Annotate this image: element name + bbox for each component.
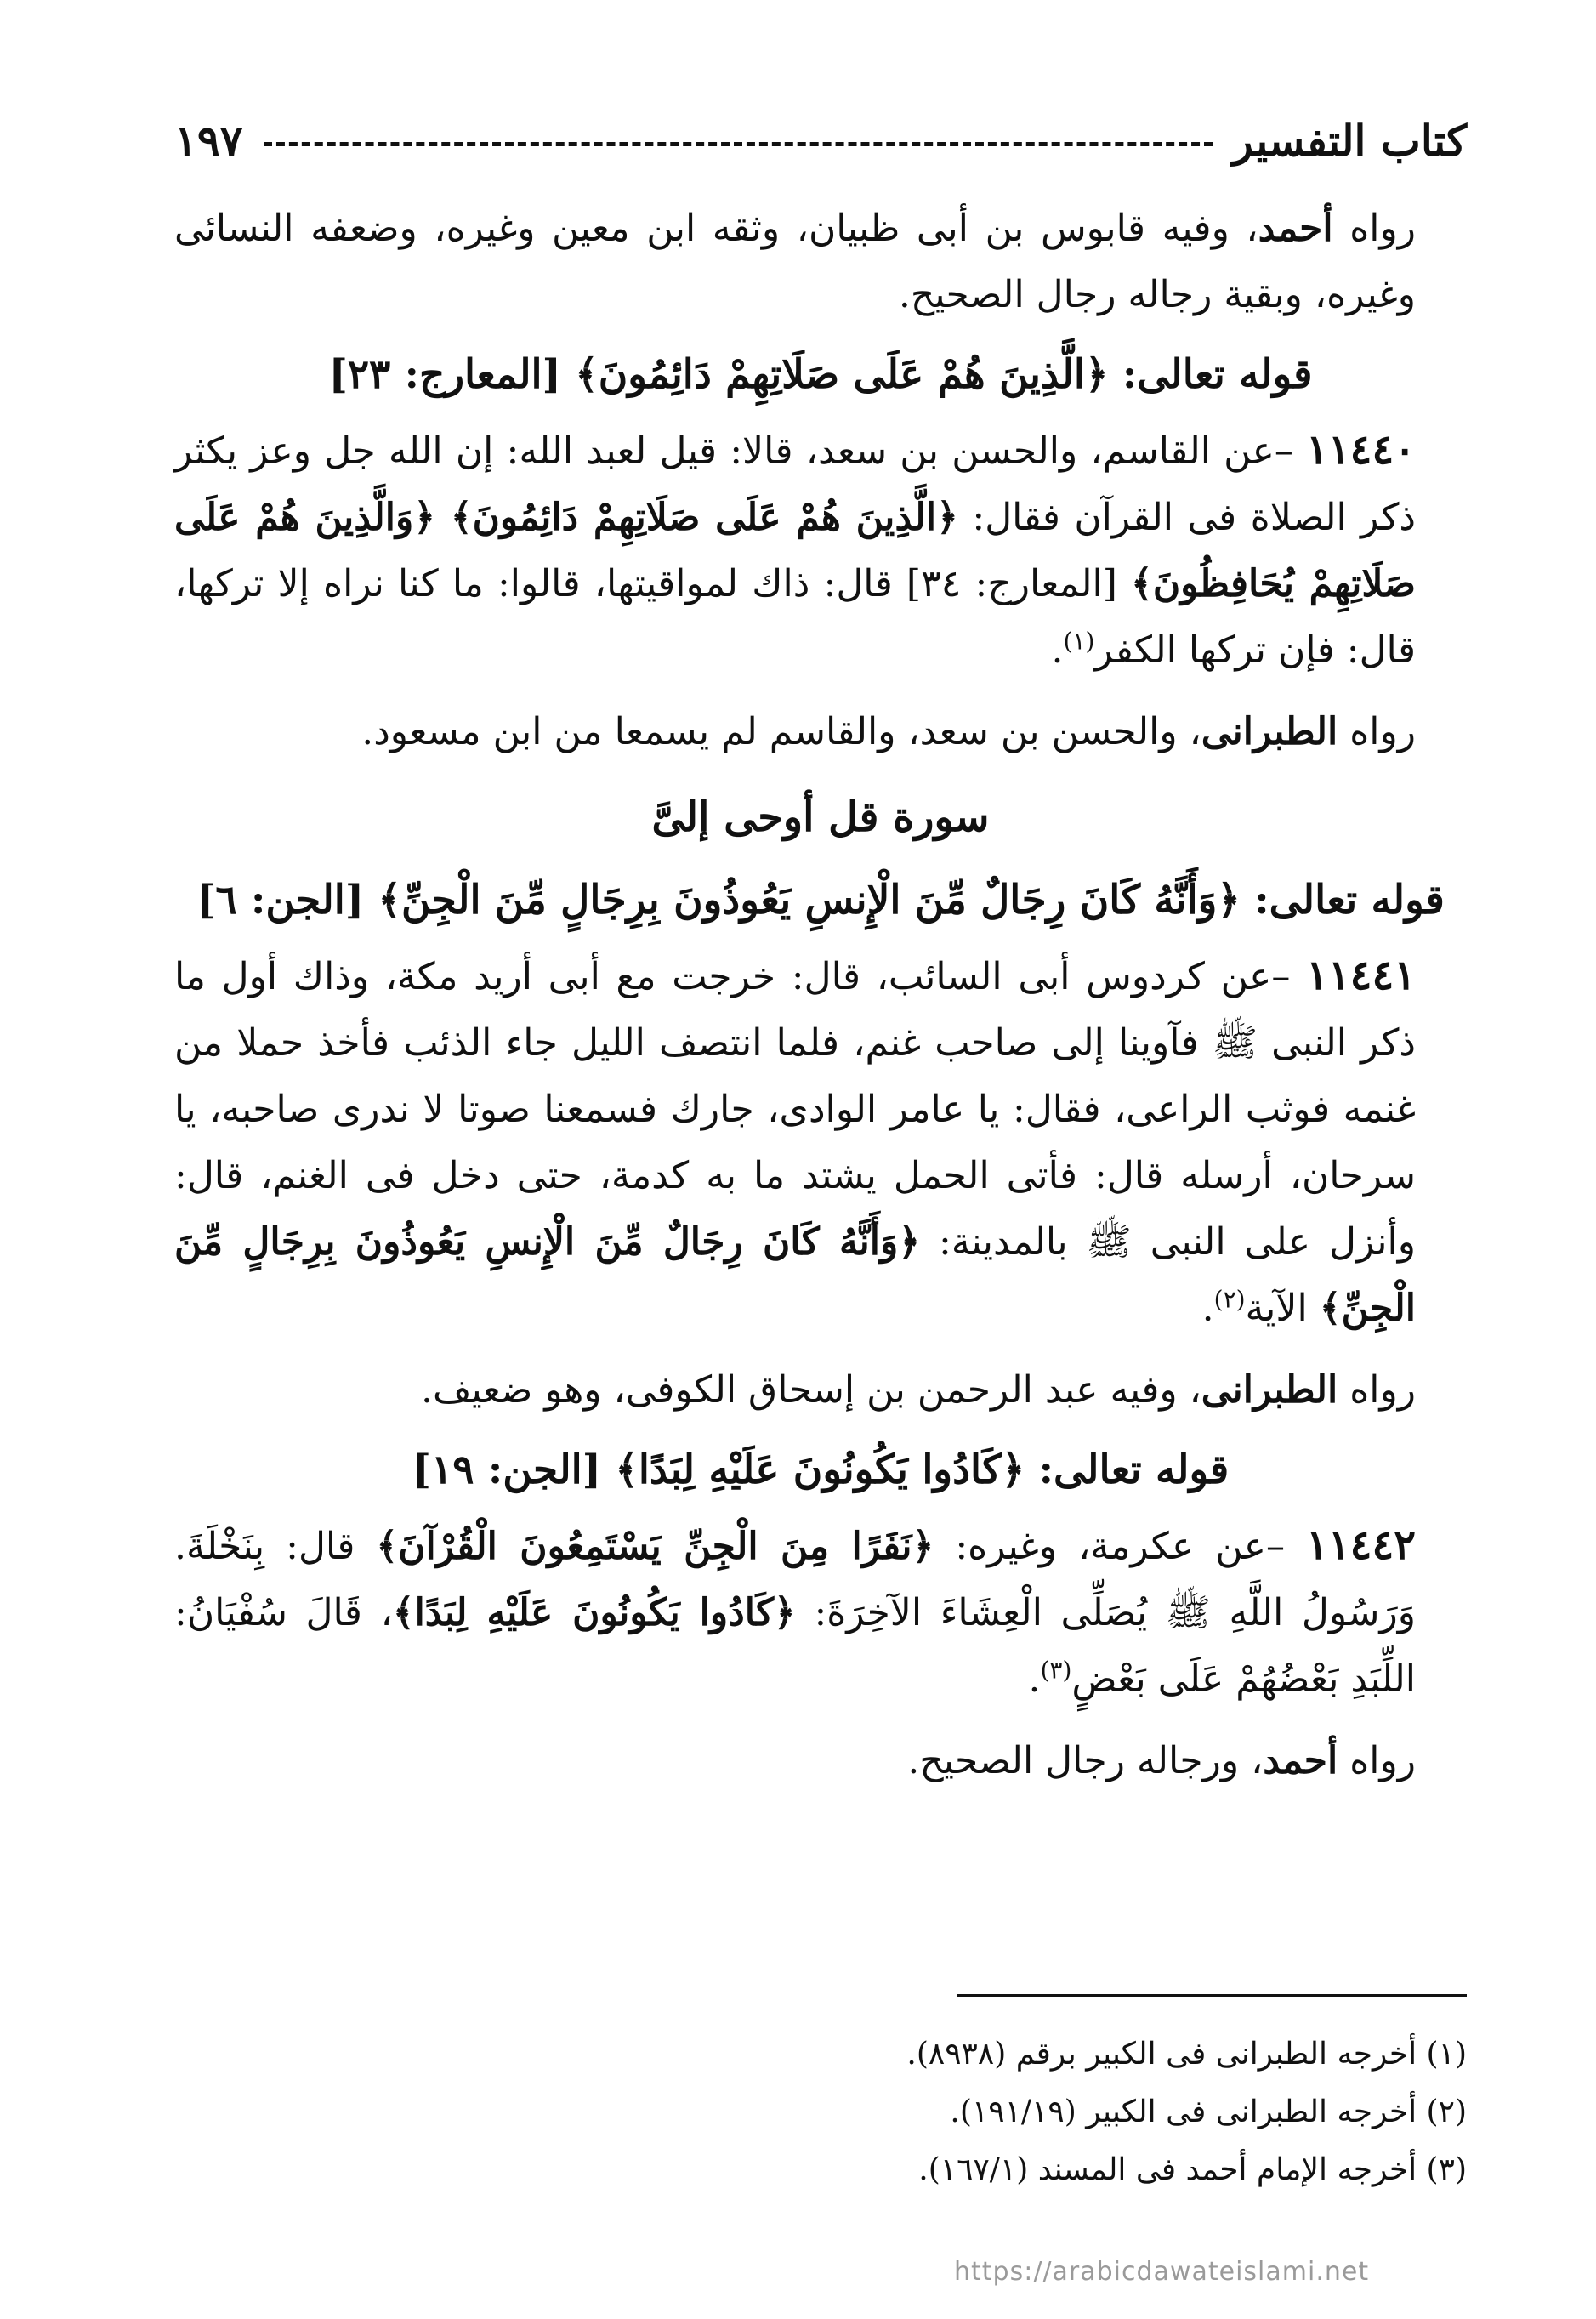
- footnote-ref: (١): [1063, 627, 1095, 656]
- narrator-note: [174, 1357, 1467, 1424]
- text-run: –عن القاسم، والحسن بن سعد، قالا: قيل لعبد الله: إن الله جل وعز يكثر ذكر الصلاة فى القرآن فقال:: [174, 429, 1416, 539]
- text-run: رواه: [1338, 1368, 1416, 1412]
- footnote: (٣) أخرجه الإمام أحمد فى المسند (١٦٧/١).: [918, 2152, 1467, 2187]
- text-run: .: [1201, 1287, 1214, 1330]
- text-run: .: [1051, 628, 1064, 672]
- footnote: (١) أخرجه الطبرانى فى الكبير برقم (٨٩٣٨).: [906, 2037, 1467, 2072]
- quran-verse: ﴿كَادُوا يَكُونُونَ عَلَيْهِ لِبَدًا﴾: [615, 1447, 1025, 1493]
- text-run: ، والحسن بن سعد، والقاسم لم يسمعا من ابن مسعود.: [361, 710, 1201, 753]
- narrator-note: [174, 1728, 1467, 1794]
- watermark-url: https://arabicdawateislami.net: [954, 2257, 1370, 2287]
- text-run: –عن كردوس أبى السائب، قال: خرجت مع أبى أريد مكة، وذاك أول ما ذكر النبى ﷺ فآوينا إلى صاحب غنم، فلما انتصف الليل جاء الذئب فأخذ حملا من غنمه فوثب الراعى، فقال: يا عامر الوادى، جارك فسمعنا صوتا لا ندرى صاحبه، يا سرحان، أرسله قال: فأتى الحمل يشتد ما به كدمة، حتى دخل فى الغنم، قال: وأنزل على النبى ﷺ بالمدينة:: [174, 955, 1417, 1264]
- text-run: –عن عكرمة، وغيره:: [934, 1525, 1307, 1568]
- book-title: كتاب التفسير: [1232, 115, 1467, 166]
- footnote-ref: (٣): [1040, 1656, 1072, 1685]
- footnotes: [174, 2026, 1467, 2199]
- text-run: الآية: [1245, 1287, 1320, 1330]
- book-page: [174, 102, 1467, 2279]
- text-run: رواه: [1338, 710, 1416, 753]
- narrator-note: [174, 699, 1467, 765]
- hadith-number: ١١٤٤٢: [1306, 1521, 1417, 1569]
- text-run: رواه: [1338, 1739, 1416, 1782]
- text-run: [المعارج: ٢٣]: [328, 351, 576, 398]
- text-run: [الجن: ١٩]: [412, 1447, 616, 1493]
- hadith-number: ١١٤٤٠: [1306, 426, 1416, 474]
- narrator-name: الطبرانى: [1201, 1368, 1338, 1412]
- quran-verse: ﴿نَفَرًا مِنَ الْجِنِّ يَسْتَمِعُونَ الْقُرْآنَ﴾: [376, 1525, 934, 1568]
- text-run: ، وفيه عبد الرحمن بن إسحاق الكوفى، وهو ضعيف.: [420, 1368, 1201, 1412]
- paragraph: [174, 1512, 1467, 1713]
- verse-heading: [174, 1432, 1467, 1509]
- narrator-name: الطبرانى: [1201, 710, 1338, 753]
- text-run: [المعارج: ٣٤] قال: ذاك لمواقيتها، قالوا: ما كنا نراه إلا تركها، قال: فإن تركها الكفر: [174, 562, 1416, 672]
- paragraph: [174, 417, 1467, 684]
- paragraph: [174, 196, 1467, 328]
- text-run: ، قَالَ سُفْيَانُ: اللِّبَدِ بَعْضُهُمْ عَلَى بَعْضٍ: [174, 1591, 1416, 1701]
- narrator-name: أحمد: [1263, 1739, 1338, 1782]
- text-run: رواه: [1332, 207, 1416, 250]
- quran-verse: ﴿الَّذِينَ هُمْ عَلَى صَلَاتِهِمْ دَائِمُونَ﴾: [575, 351, 1109, 398]
- text-run: ، وفيه قابوس بن أبى ظبيان، وثقه ابن معين وغيره، وضعفه النسائى وغيره، وبقية رجاله رجال الصحيح.: [174, 207, 1416, 316]
- paragraph: [174, 942, 1467, 1342]
- hadith-number: ١١٤٤١: [1306, 952, 1416, 999]
- text-run: [الجن: ٦]: [196, 877, 378, 924]
- footnote: (٢) أخرجه الطبرانى فى الكبير (١٩١/١٩).: [950, 2094, 1467, 2129]
- text-run: سورة قل أوحى إلىَّ: [651, 793, 990, 841]
- page-header: [174, 102, 1467, 179]
- quran-verse: ﴿كَادُوا يَكُونُونَ عَلَيْهِ لِبَدًا﴾: [392, 1591, 796, 1634]
- verse-heading: [174, 337, 1467, 413]
- text-run: ، ورجاله رجال الصحيح.: [907, 1739, 1264, 1782]
- text-run: قوله تعالى:: [1025, 1447, 1230, 1493]
- page-body: [174, 196, 1467, 1794]
- quran-verse: ﴿الَّذِينَ هُمْ عَلَى صَلَاتِهِمْ دَائِمُونَ﴾ ﴿وَالَّذِينَ هُمْ عَلَى صَلَاتِهِمْ يُحَافِظُونَ﴾: [174, 496, 1416, 605]
- sura-title: [174, 781, 1467, 854]
- header-dashed-rule: [264, 142, 1213, 146]
- narrator-name: أحمد: [1258, 207, 1333, 250]
- text-run: قال: بِنَخْلَةَ. وَرَسُولُ اللَّهِ ﷺ يُصَلِّى الْعِشَاءَ الآخِرَةَ:: [174, 1525, 1416, 1634]
- footnote-separator: [957, 1994, 1467, 1997]
- page-number: ١٩٧: [174, 115, 243, 166]
- quran-verse: ﴿وَأَنَّهُ كَانَ رِجَالٌ مِّنَ الْإِنسِ يَعُوذُونَ بِرِجَالٍ مِّنَ الْجِنِّ﴾: [174, 1220, 1416, 1330]
- footnote-ref: (٢): [1213, 1285, 1246, 1314]
- text-run: قوله تعالى:: [1240, 877, 1445, 924]
- quran-verse: ﴿وَأَنَّهُ كَانَ رِجَالٌ مِّنَ الْإِنسِ يَعُوذُونَ بِرِجَالٍ مِّنَ الْجِنِّ﴾: [378, 877, 1241, 924]
- text-run: .: [1028, 1657, 1041, 1701]
- text-run: قوله تعالى:: [1108, 351, 1313, 398]
- verse-heading: [174, 862, 1467, 939]
